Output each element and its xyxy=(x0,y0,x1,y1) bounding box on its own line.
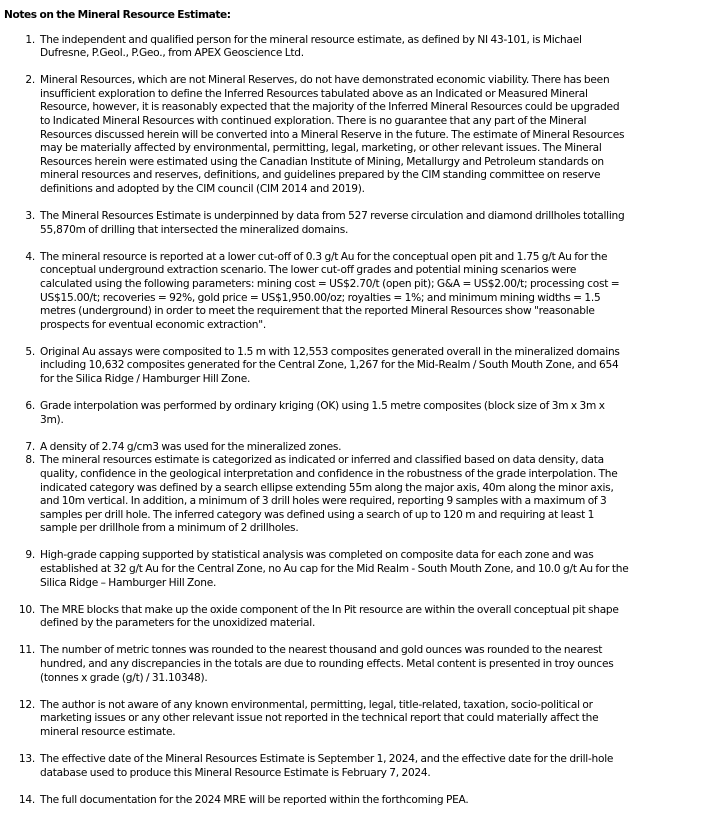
note-number: 7. xyxy=(25,440,35,453)
note-text: Mineral Resources, which are not Mineral Reserves, do not have demonstrated economic viability. There has been insufficient exploration to define the Inferred Resources tabulated above as an Indicated or Measured Mineral Resource, however, it is reasonably expected that the majority of the Inferred Mineral Resources could be upgraded to Indicated Mineral Resources with continued exploration. There is no guarantee that any part of the Mineral Resources discussed herein will be converted into a Mineral Reserve in the future. The estimate of Mineral Resources may be materially affected by environmental, permitting, legal, marketing, or other relevant issues. The Mineral Resources herein were estimated using the Canadian Institute of Mining, Metallurgy and Petroleum standards on mineral resources and reserves, definitions, and guidelines prepared by the CIM standing committee on reserve definitions and adopted by the CIM council (CIM 2014 and 2019). xyxy=(40,74,625,195)
note-item xyxy=(4,699,630,740)
notes-title: Notes on the Mineral Resource Estimate: xyxy=(4,9,231,21)
note-number: 8. xyxy=(25,454,35,467)
note-text: The author is not aware of any known environmental, permitting, legal, title-related, taxation, socio-political or marketing issues or any other relevant issue not reported in the technical report that could materially affect the mineral resource estimate. xyxy=(40,698,599,738)
note-text: The full documentation for the 2024 MRE will be reported within the forthcoming PEA. xyxy=(40,793,469,806)
note-number: 13. xyxy=(18,752,35,765)
note-number: 11. xyxy=(18,644,35,657)
note-number: 1. xyxy=(25,33,35,46)
note-item xyxy=(4,454,630,536)
note-text: Original Au assays were composited to 1.5 m with 12,553 composites generated overall in the mineralized domains including 10,632 composites generated for the Central Zone, 1,267 for the Mid-Realm / South Mouth Zone, and 654 for the Silica Ridge / Hamburger Hill Zone. xyxy=(40,345,620,385)
note-number: 4. xyxy=(25,250,35,263)
note-text: The number of metric tonnes was rounded to the nearest thousand and gold ounces was rounded to the nearest hundred, and any discrepancies in the totals are due to rounding effects. Metal content is presented in troy ounces (tonnes x grade (g/t) / 31.10348). xyxy=(40,644,614,684)
note-number: 12. xyxy=(18,698,35,711)
note-item xyxy=(4,210,630,237)
note-number: 5. xyxy=(25,345,35,358)
note-number: 10. xyxy=(18,603,35,616)
note-item xyxy=(4,794,630,808)
note-number: 6. xyxy=(25,400,35,413)
note-text: The mineral resources estimate is categorized as indicated or inferred and classified based on data density, data quality, confidence in the geological interpretation and confidence in the robustness of the grade interpolation. The indicated category was defined by a search ellipse extending 55m along the major axis, 40m along the minor axis, and 10m vertical. In addition, a minimum of 3 drill holes were required, reporting 9 samples with a maximum of 3 samples per drill hole. The inferred category was defined using a search of up to 120 m and requiring at least 1 sample per drillhole from a minimum of 2 drillholes. xyxy=(40,454,618,535)
note-number: 9. xyxy=(25,549,35,562)
note-text: The effective date of the Mineral Resources Estimate is September 1, 2024, and the effective date for the drill-hole database used to produce this Mineral Resource Estimate is February 7, 2024. xyxy=(40,752,614,779)
note-item xyxy=(4,549,630,590)
note-text: A density of 2.74 g/cm3 was used for the mineralized zones. xyxy=(40,440,342,453)
note-item xyxy=(4,604,630,631)
note-item xyxy=(4,251,630,333)
note-item xyxy=(4,644,630,685)
note-text: High-grade capping supported by statistical analysis was completed on composite data for each zone and was established at 32 g/t Au for the Central Zone, no Au cap for the Mid Realm - South Mouth Zone, and 10.0 g/t Au for the Silica Ridge – Hamburger Hill Zone. xyxy=(40,549,629,589)
note-text: The Mineral Resources Estimate is underpinned by data from 527 reverse circulation and diamond drillholes totalling 55,870m of drilling that intersected the mineralized domains. xyxy=(40,210,625,236)
note-item xyxy=(4,400,630,427)
note-item xyxy=(4,753,630,780)
note-item xyxy=(4,346,630,387)
note-text: The MRE blocks that make up the oxide component of the In Pit resource are within the overall conceptual pit shape defined by the parameters for the unoxidized material. xyxy=(40,603,619,630)
note-text: The independent and qualified person for the mineral resource estimate, as defined by NI 43-101, is Michael Dufresne, P.Geol., P.Geo., from APEX Geoscience Ltd. xyxy=(40,33,582,60)
note-item xyxy=(4,441,630,455)
notes-list xyxy=(4,34,727,808)
note-number: 2. xyxy=(25,74,35,87)
note-number: 14. xyxy=(18,793,35,806)
note-number: 3. xyxy=(25,210,35,223)
note-item xyxy=(4,34,630,61)
note-text: Grade interpolation was performed by ordinary kriging (OK) using 1.5 metre composites (block size of 3m x 3m x 3m). xyxy=(40,400,605,426)
note-text: The mineral resource is reported at a lower cut-off of 0.3 g/t Au for the conceptual open pit and 1.75 g/t Au for the conceptual underground extraction scenario. The lower cut-off grades and potential mining scenarios were calculated using the following parameters: mining cost = US$2.70/t (open pit); G&A = US$2.00/t; processing cost = US$15.00/t; recoveries = 92%, gold price = US$1,950.00/oz; royalties = 1%; and minimum mining widths = 1.5 metres (underground) in order to meet the requirement that the reported Mineral Resources show "reasonable prospects for eventual economic extraction". xyxy=(40,250,620,331)
note-item xyxy=(4,74,630,196)
